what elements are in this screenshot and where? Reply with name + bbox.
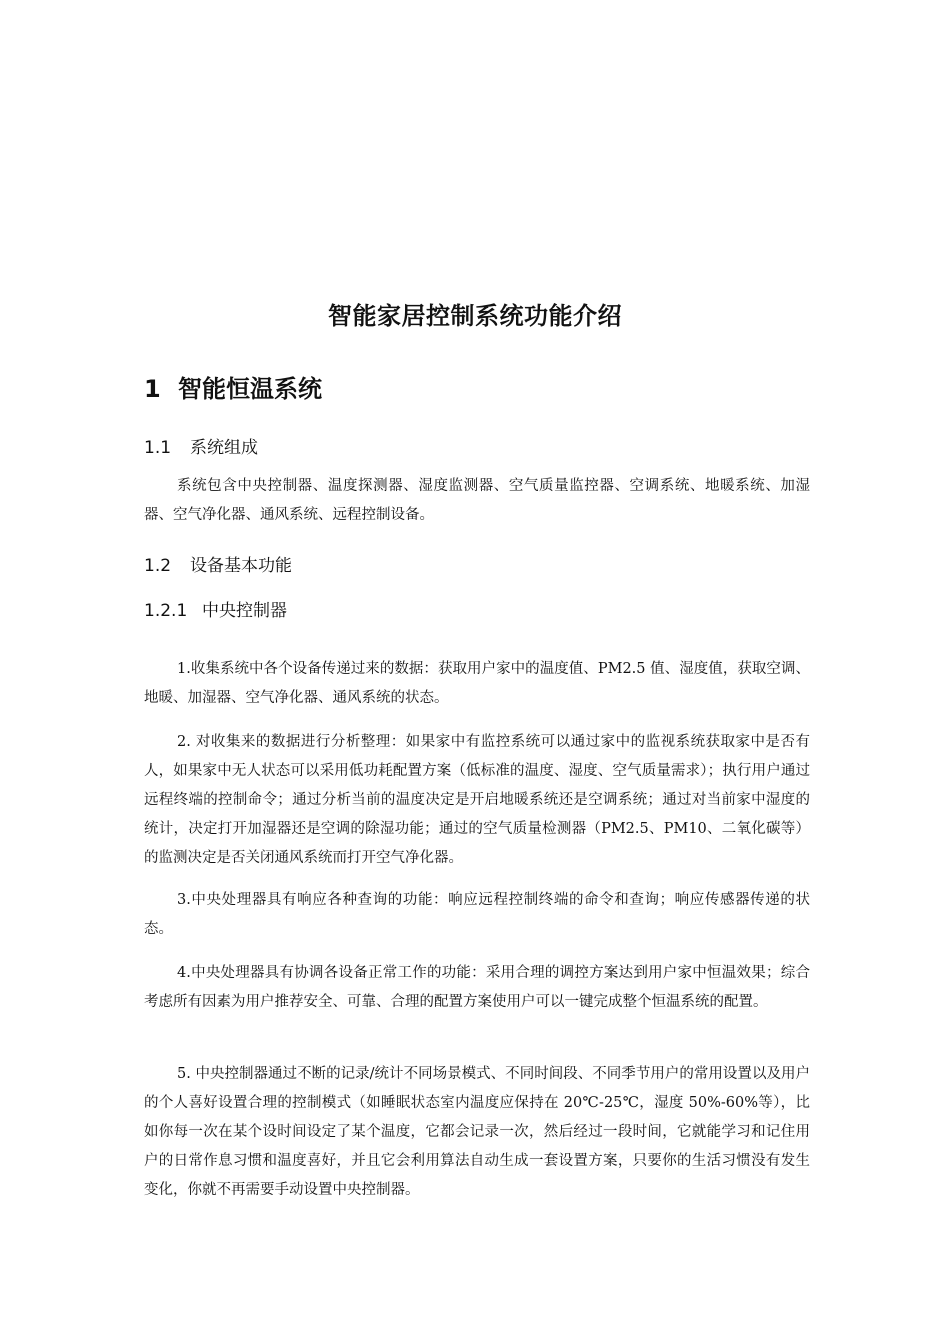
section-title: 设备基本功能	[190, 556, 292, 576]
section-title: 系统组成	[190, 438, 258, 458]
paragraph-item-5: 5. 中央控制器通过不断的记录/统计不同场景模式、不同时间段、不同季节用户的常用设置以及用户的个人喜好设置合理的控制模式（如睡眠状态室内温度应保持在 20℃-25℃，湿度 50%-60%等），比如你每一次在某个设时间设定了某个温度，它都会记录一次，然后经过一段时间，它就能学习和记住用户的日常作息习惯和温度喜好，并且它会利用算法自动生成一套设置方案，只要你的生活习惯没有发生变化，你就不再需要手动设置中央控制器。	[144, 1066, 810, 1198]
section-number: 1.2.1	[144, 601, 188, 621]
section-1-2-heading	[144, 551, 292, 576]
paragraph-system-composition: 系统包含中央控制器、温度探测器、湿度监测器、空气质量监控器、空调系统、地暖系统、加湿器、空气净化器、通风系统、远程控制设备。	[144, 478, 810, 523]
paragraph-item-4: 4.中央处理器具有协调各设备正常工作的功能：采用合理的调控方案达到用户家中恒温效果；综合考虑所有因素为用户推荐安全、可靠、合理的配置方案使用户可以一键完成整个恒温系统的配置。	[144, 965, 810, 1010]
section-title: 智能恒温系统	[178, 375, 322, 403]
paragraph-item-3: 3.中央处理器具有响应各种查询的功能：响应远程控制终端的命令和查询；响应传感器传递的状态。	[144, 892, 810, 937]
paragraph-item-1: 1.收集系统中各个设备传递过来的数据：获取用户家中的温度值、PM2.5 值、湿度值，获取空调、地暖、加湿器、空气净化器、通风系统的状态。	[144, 661, 810, 706]
section-title: 中央控制器	[202, 601, 287, 621]
section-1-heading	[144, 369, 322, 404]
section-number: 1.1	[144, 438, 172, 458]
section-1-2-1-heading	[144, 596, 287, 621]
section-1-1-heading	[144, 433, 258, 458]
paragraph-item-2: 2. 对收集来的数据进行分析整理：如果家中有监控系统可以通过家中的监视系统获取家中是否有人，如果家中无人状态可以采用低功耗配置方案（低标准的温度、湿度、空气质量需求）；执行用户通过远程终端的控制命令；通过分析当前的温度决定是开启地暖系统还是空调系统；通过对当前家中湿度的统计，决定打开加湿器还是空调的除湿功能；通过的空气质量检测器（PM2.5、PM10、二氧化碳等）的监测决定是否关闭通风系统而打开空气净化器。	[144, 734, 810, 866]
section-number: 1	[144, 375, 161, 403]
section-number: 1.2	[144, 556, 172, 576]
document-title: 智能家居控制系统功能介绍	[328, 302, 622, 330]
